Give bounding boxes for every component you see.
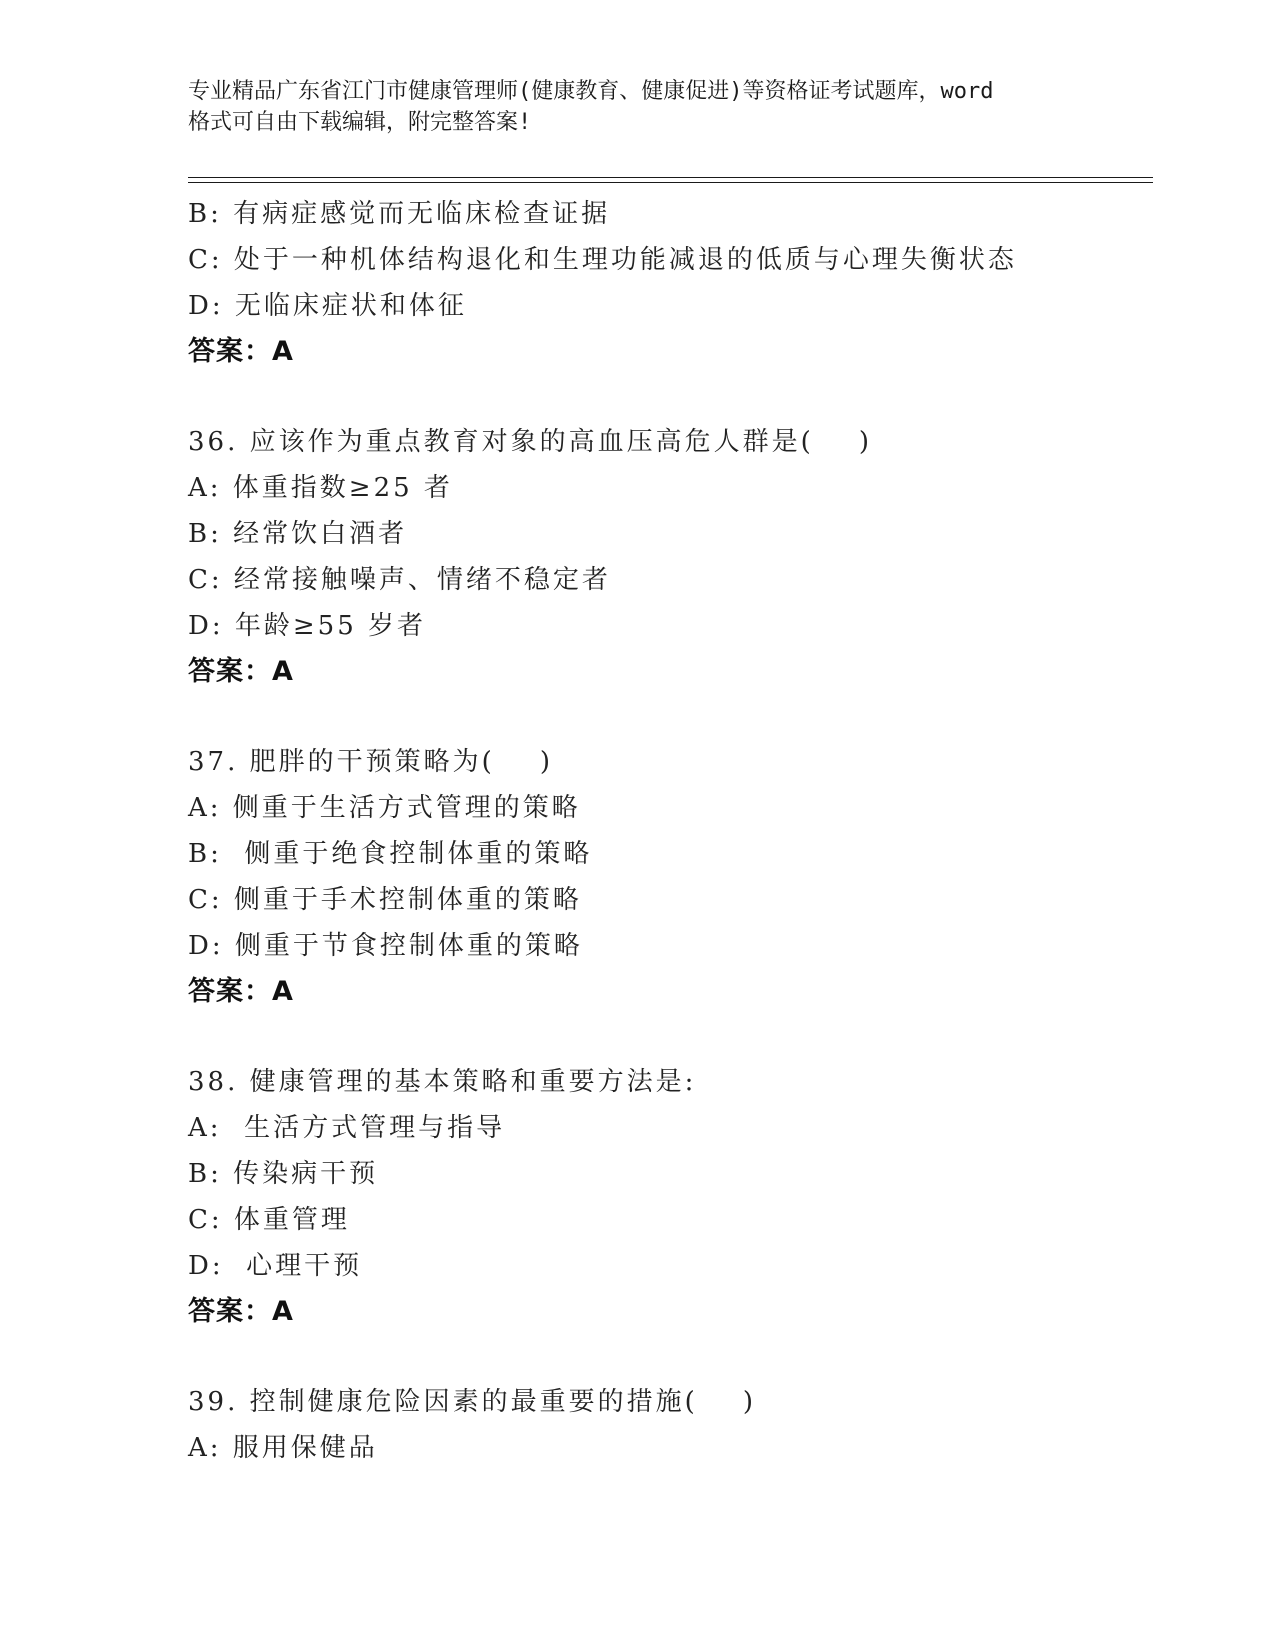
answer-line: 答案：A [188, 336, 294, 367]
option-d: D: 心理干预 [188, 1251, 363, 1281]
answer-line: 答案：A [188, 976, 294, 1007]
spacer [188, 1015, 1148, 1059]
option-b: B: 侧重于绝食控制体重的策略 [188, 839, 593, 869]
question-block-37 [188, 739, 1148, 1015]
question-text: 39. 控制健康危险因素的最重要的措施( ) [188, 1387, 756, 1417]
option-c: C: 处于一种机体结构退化和生理功能减退的低质与心理失衡状态 [188, 245, 1017, 275]
option-a: A: 服用保健品 [188, 1433, 378, 1463]
question-block-38 [188, 1059, 1148, 1335]
option-d: D: 侧重于节食控制体重的策略 [188, 931, 583, 961]
document-header [188, 76, 1088, 138]
question-block-39 [188, 1379, 1148, 1471]
option-c: C: 体重管理 [188, 1205, 350, 1235]
option-b: B: 有病症感觉而无临床检查证据 [188, 199, 611, 229]
question-text: 36. 应该作为重点教育对象的高血压高危人群是( ) [188, 427, 872, 457]
option-a: A: 体重指数≥25 者 [188, 473, 453, 503]
question-block-36 [188, 419, 1148, 695]
option-c: C: 经常接触噪声、情绪不稳定者 [188, 565, 611, 595]
option-a: A: 生活方式管理与指导 [188, 1113, 506, 1143]
option-b: B: 经常饮白酒者 [188, 519, 408, 549]
option-b: B: 传染病干预 [188, 1159, 379, 1189]
option-d: D: 无临床症状和体征 [188, 291, 467, 321]
option-c: C: 侧重于手术控制体重的策略 [188, 885, 582, 915]
question-text: 38. 健康管理的基本策略和重要方法是: [188, 1067, 697, 1097]
answer-line: 答案：A [188, 1296, 294, 1327]
header-line-1: 专业精品广东省江门市健康管理师(健康教育、健康促进)等资格证考试题库，word [188, 79, 994, 104]
header-line-2: 格式可自由下载编辑，附完整答案! [188, 110, 532, 135]
question-list [188, 191, 1148, 1471]
spacer [188, 375, 1148, 419]
spacer [188, 695, 1148, 739]
question-block-35 [188, 191, 1148, 375]
option-a: A: 侧重于生活方式管理的策略 [188, 793, 581, 823]
option-d: D: 年龄≥55 岁者 [188, 611, 427, 641]
question-text: 37. 肥胖的干预策略为( ) [188, 747, 553, 777]
header-divider-top [188, 177, 1153, 178]
spacer [188, 1335, 1148, 1379]
header-divider-bottom [188, 182, 1153, 183]
answer-line: 答案：A [188, 656, 294, 687]
